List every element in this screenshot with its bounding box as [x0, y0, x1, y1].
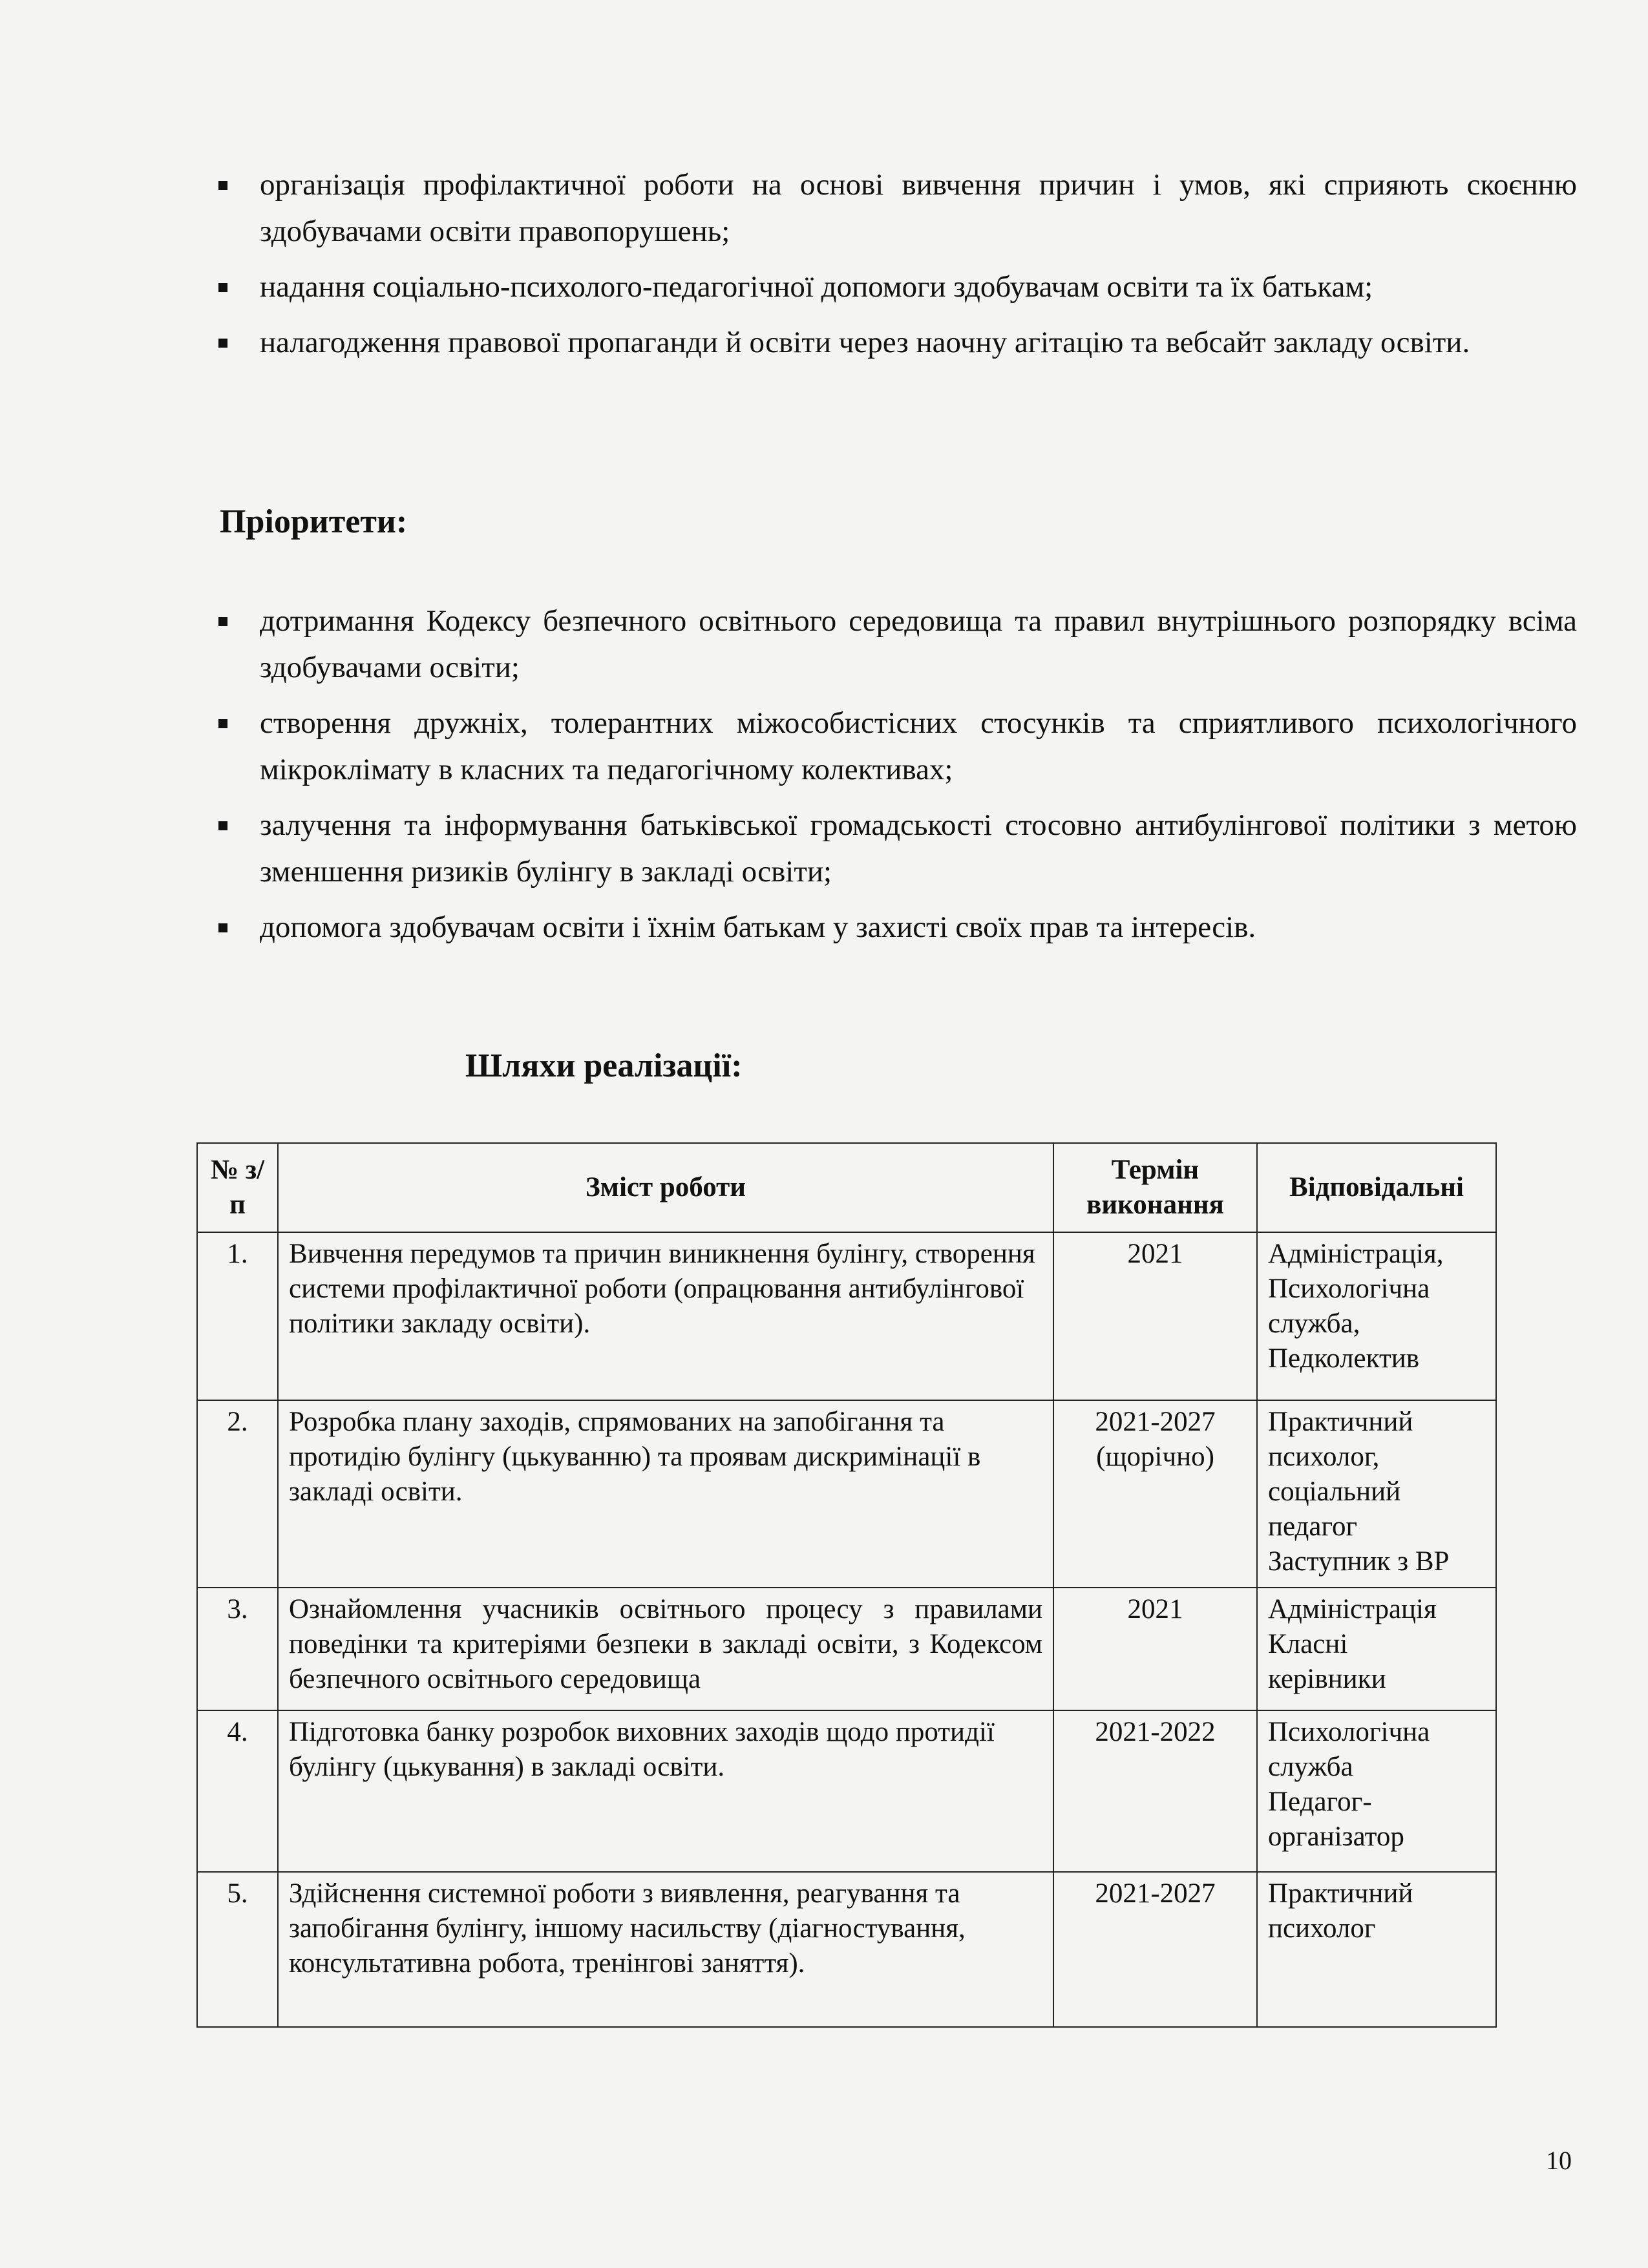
page-number: 10: [1546, 2146, 1572, 2175]
row-content: Здійснення системної роботи з виявлення, реагування та запобігання булінгу, іншому насильству (діагностування, консультативна робота, тренінгові заняття).: [278, 1872, 1053, 2027]
list-item: організація профілактичної роботи на основі вивчення причин і умов, які сприяють скоєнню здобувачами освіти правопорушень;: [213, 162, 1577, 255]
row-responsible: Практичний психолог: [1257, 1872, 1496, 2027]
row-content: Розробка плану заходів, спрямованих на запобігання та протидію булінгу (цькуванню) та проявам дискримінації в закладі освіти.: [278, 1400, 1053, 1588]
row-responsible: Адміністрація Класні керівники: [1257, 1588, 1496, 1710]
square-bullet-icon: [218, 339, 227, 348]
table-row: [197, 1872, 1496, 2027]
row-number: 5.: [197, 1872, 278, 2027]
row-number: 1.: [197, 1232, 278, 1400]
table-row: [197, 1710, 1496, 1872]
priorities-heading: Пріоритети:: [220, 503, 408, 540]
goals-list: [213, 162, 1577, 375]
priorities-list: [213, 598, 1577, 960]
row-content: Підготовка банку розробок виховних заходів щодо протидії булінгу (цькування) в закладі освіти.: [278, 1710, 1053, 1872]
row-number: 2.: [197, 1400, 278, 1588]
row-number: 4.: [197, 1710, 278, 1872]
square-bullet-icon: [218, 283, 227, 292]
row-responsible: Практичний психолог, соціальний педагог Заступник з ВР: [1257, 1400, 1496, 1588]
column-header-content: Зміст роботи: [278, 1143, 1053, 1232]
row-content: Вивчення передумов та причин виникнення булінгу, створення системи профілактичної роботи (опрацювання антибулінгової політики закладу освіти).: [278, 1232, 1053, 1400]
list-item: надання соціально-психолого-педагогічної допомоги здобувачам освіти та їх батькам;: [213, 264, 1577, 310]
row-term: 2021-2027: [1053, 1872, 1257, 2027]
row-term: 2021: [1053, 1588, 1257, 1710]
square-bullet-icon: [218, 617, 227, 626]
column-header-responsible: Відповідальні: [1257, 1143, 1496, 1232]
square-bullet-icon: [218, 719, 227, 728]
column-header-number: № з/п: [197, 1143, 278, 1232]
table-row: [197, 1232, 1496, 1400]
list-item: залучення та інформування батьківської громадськості стосовно антибулінгової політики з метою зменшення ризиків булінгу в закладі освіти;: [213, 802, 1577, 895]
list-item: допомога здобувачам освіти і їхнім батькам у захисті своїх прав та інтересів.: [213, 904, 1577, 950]
implementation-heading: Шляхи реалізації:: [465, 1047, 743, 1084]
list-item: створення дружніх, толерантних міжособистісних стосунків та сприятливого психологічного мікроклімату в класних та педагогічному колективах;: [213, 700, 1577, 793]
square-bullet-icon: [218, 923, 227, 932]
row-responsible: Адміністрація, Психологічна служба, Педколектив: [1257, 1232, 1496, 1400]
column-header-term: Термін виконання: [1053, 1143, 1257, 1232]
square-bullet-icon: [218, 821, 227, 830]
implementation-table: [196, 1142, 1497, 2028]
table-header-row: [197, 1143, 1496, 1232]
row-term: 2021: [1053, 1232, 1257, 1400]
row-responsible: Психологічна служба Педагог- організатор: [1257, 1710, 1496, 1872]
table-row: [197, 1400, 1496, 1588]
list-item: налагодження правової пропаганди й освіти через наочну агітацію та вебсайт закладу освіти.: [213, 319, 1577, 366]
row-content: Ознайомлення учасників освітнього процесу з правилами поведінки та критеріями безпеки в закладі освіти, з Кодексом безпечного освітнього середовища: [278, 1588, 1053, 1710]
row-term: 2021-2027 (щорічно): [1053, 1400, 1257, 1588]
row-term: 2021-2022: [1053, 1710, 1257, 1872]
row-number: 3.: [197, 1588, 278, 1710]
square-bullet-icon: [218, 181, 227, 190]
table-row: [197, 1588, 1496, 1710]
list-item: дотримання Кодексу безпечного освітнього середовища та правил внутрішнього розпорядку всіма здобувачами освіти;: [213, 598, 1577, 691]
